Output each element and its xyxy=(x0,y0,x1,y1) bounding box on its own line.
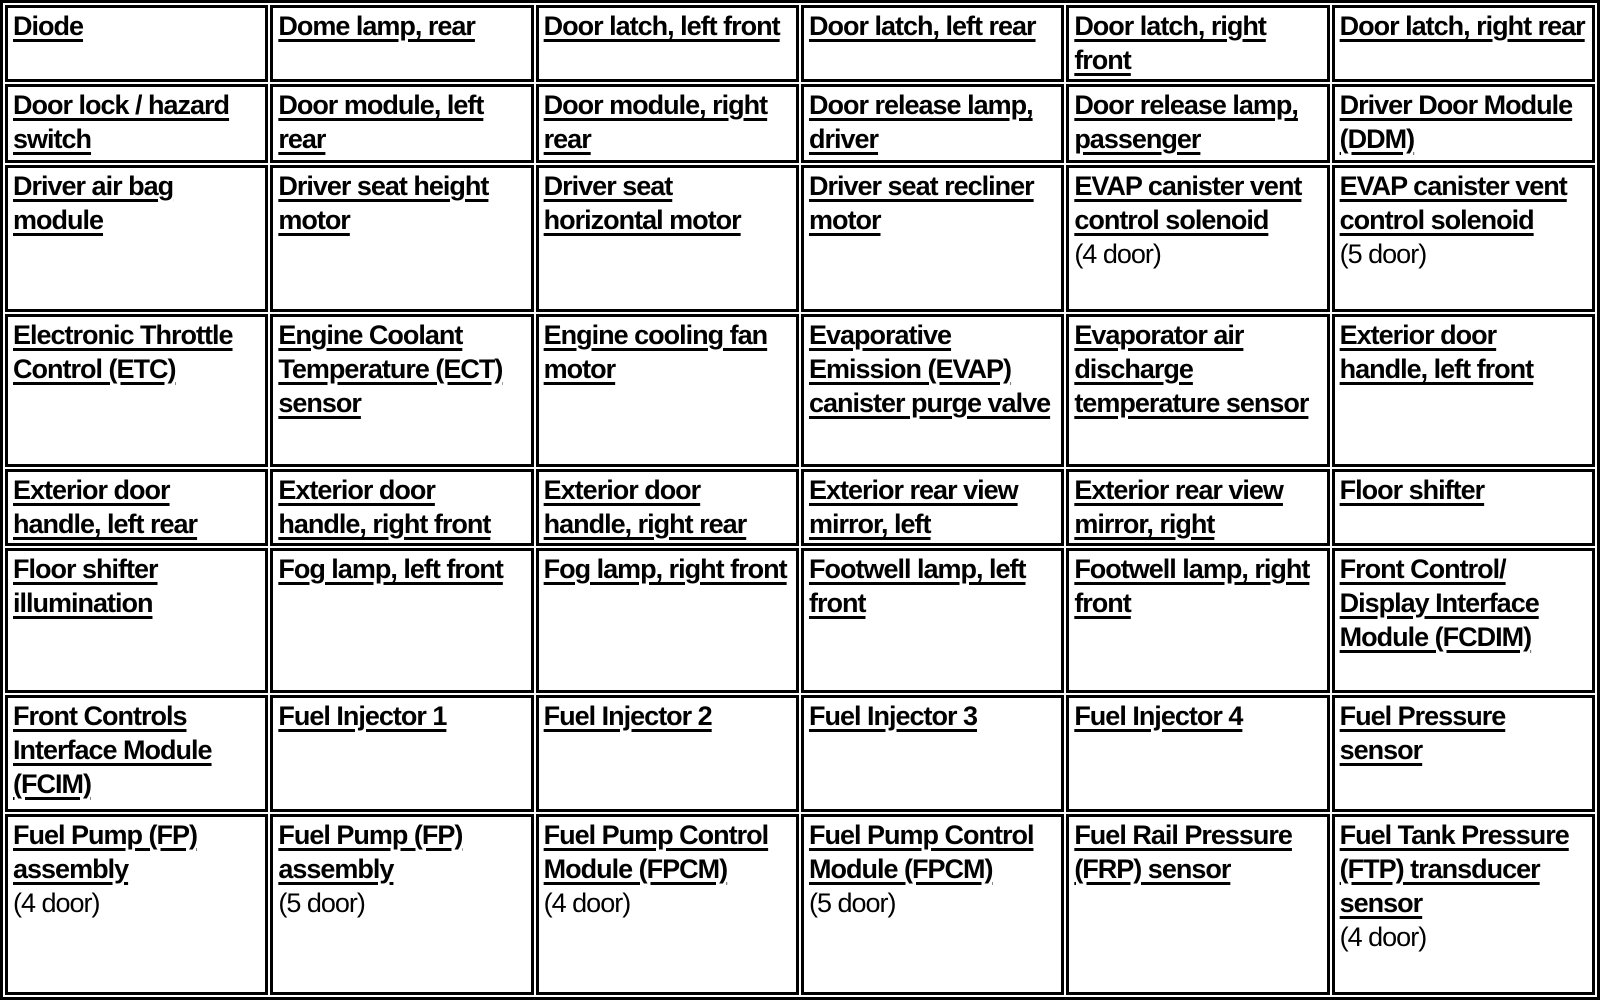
component-link[interactable]: Front Control/ Display Interface Module (FCDIM) xyxy=(1339,554,1539,652)
table-cell xyxy=(5,84,268,163)
component-link[interactable]: Exterior rear view mirror, right xyxy=(1074,475,1283,539)
table-cell xyxy=(801,469,1064,546)
component-link[interactable]: EVAP canister vent control solenoid xyxy=(1074,171,1302,235)
table-cell xyxy=(801,314,1064,467)
table-cell xyxy=(5,814,268,995)
table-cell xyxy=(1066,814,1329,995)
component-link[interactable]: Door module, left rear xyxy=(278,90,484,154)
table-cell xyxy=(1332,695,1595,812)
component-link[interactable]: Fuel Injector 3 xyxy=(808,701,978,731)
table-cell xyxy=(5,548,268,693)
component-link[interactable]: Evaporator air discharge temperature sensor xyxy=(1074,320,1309,418)
table-cell xyxy=(801,548,1064,693)
component-link[interactable]: Footwell lamp, left front xyxy=(808,554,1026,618)
cell-note: (4 door) xyxy=(13,888,100,918)
component-link[interactable]: Fuel Pressure sensor xyxy=(1339,701,1506,765)
component-link[interactable]: Footwell lamp, right front xyxy=(1074,554,1310,618)
table-row xyxy=(5,314,1595,467)
table-cell xyxy=(536,548,799,693)
table-row xyxy=(5,165,1595,312)
table-cell xyxy=(5,695,268,812)
table-cell xyxy=(270,84,533,163)
component-link[interactable]: Door lock / hazard switch xyxy=(13,90,230,154)
table-cell xyxy=(536,695,799,812)
component-link[interactable]: Door latch, left rear xyxy=(808,11,1036,41)
cell-note: (4 door) xyxy=(543,888,631,918)
table-cell xyxy=(1066,5,1329,82)
table-row xyxy=(5,469,1595,546)
component-link[interactable]: Driver seat horizontal motor xyxy=(543,171,741,235)
table-cell xyxy=(1066,695,1329,812)
table-cell xyxy=(801,165,1064,312)
component-link[interactable]: Driver air bag module xyxy=(13,171,174,235)
component-link[interactable]: Fuel Pump (FP) assembly xyxy=(13,820,197,884)
table-cell xyxy=(270,165,533,312)
cell-note: (4 door) xyxy=(1339,922,1427,952)
component-link[interactable]: Floor shifter xyxy=(1339,475,1485,505)
component-link[interactable]: Door latch, right front xyxy=(1074,11,1266,75)
table-cell xyxy=(536,814,799,995)
table-cell xyxy=(536,165,799,312)
table-cell xyxy=(1332,84,1595,163)
component-link[interactable]: Fog lamp, left front xyxy=(278,554,503,584)
table-cell xyxy=(1332,469,1595,546)
table-cell xyxy=(1332,165,1595,312)
component-link[interactable]: EVAP canister vent control solenoid xyxy=(1339,171,1567,235)
table-cell xyxy=(1332,548,1595,693)
component-link[interactable]: Front Controls Interface Module (FCIM) xyxy=(13,701,212,799)
table-cell xyxy=(1332,5,1595,82)
component-link[interactable]: Exterior door handle, right front xyxy=(278,475,491,539)
component-link[interactable]: Dome lamp, rear xyxy=(278,11,475,41)
table-cell xyxy=(536,314,799,467)
table-cell xyxy=(1066,165,1329,312)
table-cell xyxy=(1066,314,1329,467)
table-cell xyxy=(270,5,533,82)
component-link[interactable]: Fuel Injector 1 xyxy=(278,701,447,731)
table-cell xyxy=(536,84,799,163)
component-link[interactable]: Fuel Pump (FP) assembly xyxy=(278,820,463,884)
table-cell xyxy=(270,695,533,812)
table-cell xyxy=(536,5,799,82)
table-cell xyxy=(270,814,533,995)
component-link[interactable]: Driver seat recliner motor xyxy=(808,171,1034,235)
table-row xyxy=(5,84,1595,163)
cell-note: (5 door) xyxy=(1339,239,1427,269)
cell-note: (4 door) xyxy=(1074,239,1161,269)
table-row xyxy=(5,5,1595,82)
component-link[interactable]: Engine Coolant Temperature (ECT) sensor xyxy=(278,320,503,418)
cell-note: (5 door) xyxy=(278,888,365,918)
table-cell xyxy=(801,84,1064,163)
table-cell xyxy=(5,165,268,312)
table-row xyxy=(5,695,1595,812)
table-cell xyxy=(1066,548,1329,693)
table-row xyxy=(5,548,1595,693)
component-link[interactable]: Door release lamp, driver xyxy=(808,90,1033,154)
cell-note: (5 door) xyxy=(808,888,896,918)
component-link[interactable]: Fog lamp, right front xyxy=(543,554,787,584)
component-link[interactable]: Evaporative Emission (EVAP) canister purge valve xyxy=(808,320,1051,418)
table-row xyxy=(5,814,1595,995)
component-link[interactable]: Door latch, right rear xyxy=(1339,11,1585,41)
component-link[interactable]: Fuel Rail Pressure (FRP) sensor xyxy=(1074,820,1292,884)
component-link[interactable]: Exterior door handle, left front xyxy=(1339,320,1534,384)
table-cell xyxy=(270,548,533,693)
component-link[interactable]: Floor shifter illumination xyxy=(13,554,158,618)
table-cell xyxy=(1332,814,1595,995)
table-cell xyxy=(801,695,1064,812)
component-link[interactable]: Driver Door Module (DDM) xyxy=(1339,90,1573,154)
component-link[interactable]: Door module, right rear xyxy=(543,90,768,154)
component-link[interactable]: Driver seat height motor xyxy=(278,171,489,235)
table-cell xyxy=(1066,84,1329,163)
table-cell xyxy=(270,469,533,546)
table-cell xyxy=(801,814,1064,995)
component-link[interactable]: Engine cooling fan motor xyxy=(543,320,768,384)
table-cell xyxy=(5,314,268,467)
component-link[interactable]: Exterior door handle, right rear xyxy=(543,475,747,539)
table-cell xyxy=(1066,469,1329,546)
table-cell xyxy=(270,314,533,467)
component-link[interactable]: Diode xyxy=(13,11,84,41)
table-cell xyxy=(1332,314,1595,467)
component-link[interactable]: Exterior rear view mirror, left xyxy=(808,475,1018,539)
table-cell xyxy=(5,469,268,546)
component-link[interactable]: Door latch, left front xyxy=(543,11,780,41)
component-link[interactable]: Door release lamp, passenger xyxy=(1074,90,1298,154)
component-link[interactable]: Fuel Pump Control Module (FPCM) xyxy=(543,820,769,884)
component-link[interactable]: Fuel Injector 4 xyxy=(1074,701,1243,731)
component-table-body xyxy=(5,5,1595,995)
component-link[interactable]: Fuel Pump Control Module (FPCM) xyxy=(808,820,1034,884)
table-cell xyxy=(5,5,268,82)
component-link[interactable]: Fuel Injector 2 xyxy=(543,701,712,731)
component-link[interactable]: Exterior door handle, left rear xyxy=(13,475,198,539)
table-cell xyxy=(536,469,799,546)
table-cell xyxy=(801,5,1064,82)
component-link[interactable]: Fuel Tank Pressure (FTP) transducer sensor xyxy=(1339,820,1569,918)
component-link[interactable]: Electronic Throttle Control (ETC) xyxy=(13,320,233,384)
